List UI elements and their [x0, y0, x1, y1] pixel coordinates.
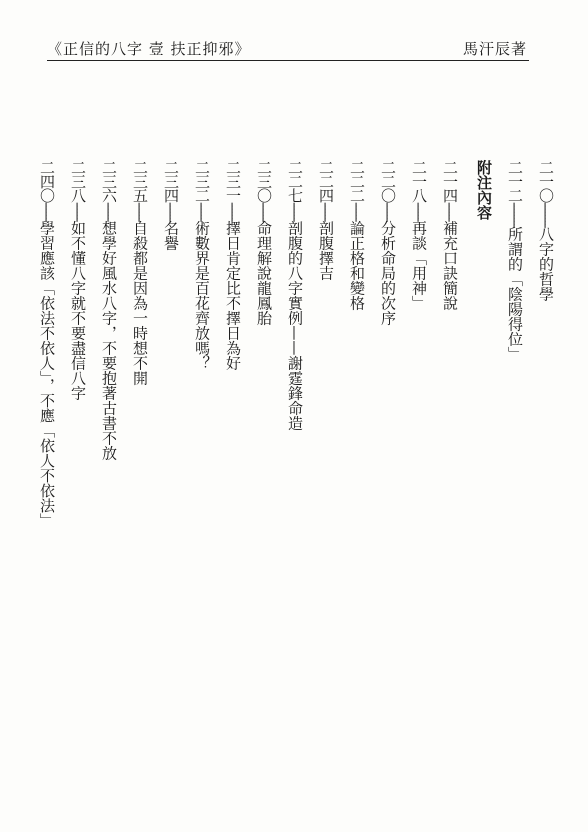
toc-entry: [374, 160, 402, 700]
toc-page-number: 二一八: [410, 160, 428, 202]
book-title: 《正信的八字 壹 扶正抑邪》: [47, 40, 251, 58]
toc-title: 術數界是百花齊放嗎？: [193, 220, 211, 371]
toc-leader: ------: [193, 202, 211, 221]
toc-title: 命理解說龍鳳胎: [255, 220, 273, 326]
toc-entry: [95, 160, 123, 700]
toc-leader: ------: [348, 202, 366, 221]
toc-entry: [281, 160, 309, 700]
toc-page-number: 二三二: [193, 160, 211, 202]
toc-title: 再談「用神」: [410, 220, 428, 311]
toc-title: 剖腹的八字實例——謝霆鋒命造: [286, 220, 304, 431]
toc-title: 論正格和變格: [348, 220, 366, 311]
section-heading-text: 附注內容: [475, 160, 493, 220]
toc-entry: [405, 160, 433, 700]
toc-entry: [188, 160, 216, 700]
toc-title: 如不懂八字就不要盡信八字: [69, 220, 87, 401]
toc-page-number: 二三四: [162, 160, 180, 202]
toc-page-number: 二一〇: [537, 160, 555, 202]
toc-page-number: 二三〇: [255, 160, 273, 202]
toc-page-number: 二三五: [131, 160, 149, 202]
toc-entry: [219, 160, 247, 700]
toc-leader: ------: [69, 202, 87, 221]
toc-leader: ------: [131, 202, 149, 221]
toc-page-number: 二二七: [286, 160, 304, 202]
toc-leader: ------: [224, 202, 242, 221]
toc-leader: ------: [286, 202, 304, 221]
toc-entry: [157, 160, 185, 700]
toc-leader: ------: [410, 202, 428, 221]
toc-page-number: 二一四: [441, 160, 459, 202]
toc-entry: [126, 160, 154, 700]
toc-entry: [250, 160, 278, 700]
toc-title: 自殺都是因為一時想不開: [131, 220, 149, 386]
toc-leader: ------: [255, 202, 273, 221]
toc-page-number: 二三八: [69, 160, 87, 202]
toc-title: 補充口訣簡說: [441, 220, 459, 311]
page-header: [47, 38, 535, 62]
toc-leader: --------: [506, 202, 524, 227]
toc-leader: ------: [317, 202, 335, 221]
toc-entry: [33, 160, 61, 700]
header-rule: [47, 60, 529, 61]
toc-title: 擇日肯定比不擇日為好: [224, 220, 242, 371]
toc-page-number: 二一二: [506, 160, 524, 202]
toc-leader: ------: [38, 202, 56, 221]
toc-page-number: 二二四: [317, 160, 335, 202]
toc-title: 學習應該「依法不依人」，不應「依人不依法」: [38, 220, 56, 528]
toc-page-number: 二二二: [348, 160, 366, 202]
table-of-contents: [30, 160, 560, 720]
toc-entry: [64, 160, 92, 700]
toc-entry: [501, 160, 529, 700]
toc-leader: --------: [537, 202, 555, 227]
toc-title: 名譽: [162, 220, 180, 251]
toc-leader: ------: [441, 202, 459, 221]
toc-title: 分析命局的次序: [379, 220, 397, 326]
book-author: 馬汗辰著: [462, 40, 527, 58]
toc-entry: [532, 160, 560, 700]
toc-page-number: 二二〇: [379, 160, 397, 202]
toc-section-heading: [470, 160, 498, 700]
toc-leader: ------: [379, 202, 397, 221]
toc-leader: ------: [162, 202, 180, 221]
toc-page-number: 二三一: [224, 160, 242, 202]
toc-page-number: 二四〇: [38, 160, 56, 202]
toc-leader: ------: [100, 202, 118, 221]
toc-title: 所謂的「陰陽得位」: [506, 226, 524, 362]
toc-page-number: 二三六: [100, 160, 118, 202]
toc-title: 想學好風水八字，不要抱著古書不放: [100, 220, 118, 461]
toc-entry: [312, 160, 340, 700]
toc-entry: [343, 160, 371, 700]
toc-title: 剖腹擇吉: [317, 220, 335, 281]
toc-entry: [436, 160, 464, 700]
toc-title: 八字的哲學: [537, 226, 555, 302]
